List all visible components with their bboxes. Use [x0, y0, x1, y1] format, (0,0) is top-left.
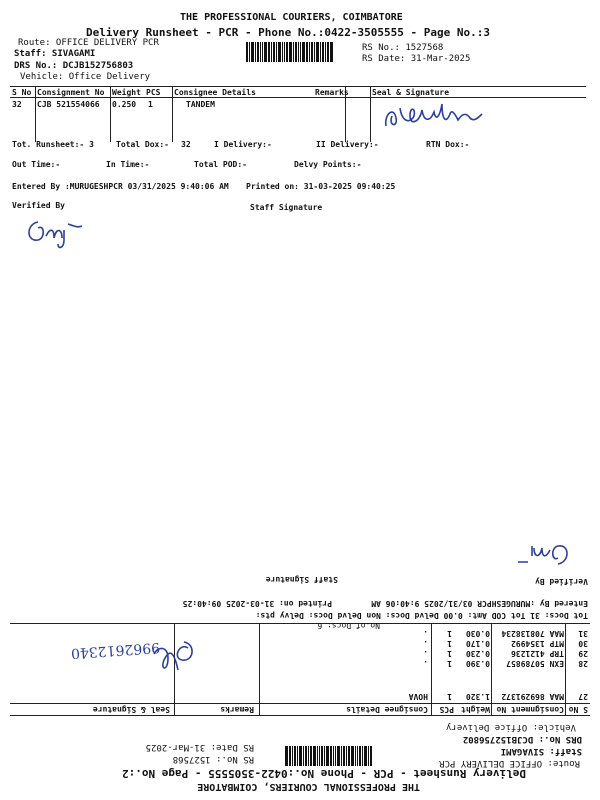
row-consignee: HOVA — [408, 692, 428, 701]
row-consignee: . — [423, 629, 428, 638]
verified-by: Verified By — [535, 577, 588, 586]
row-weight: 0.170 — [465, 639, 490, 648]
drs-number: DRS No.: DCJB152756803 — [14, 61, 134, 71]
route-label: Route: OFFICE DELIVERY PCR — [439, 758, 580, 768]
row-sno: 28 — [578, 659, 588, 668]
in-time: In Time:- — [106, 160, 150, 169]
row-pcs: 1 — [447, 692, 452, 701]
row-pcs: 1 — [148, 100, 153, 109]
col-pcs: PCS — [146, 88, 161, 97]
staff-signature: Staff Signature — [265, 575, 338, 584]
row-sno: 27 — [578, 692, 588, 701]
row-weight: 0.250 — [112, 100, 137, 109]
summary-line: Tot Docs: 31 Tot COD Amt: 0.00 Delvd Docs: Non Delvd Docs: Delvy pts: — [255, 611, 588, 620]
delvy-points: Delvy Points:- — [294, 160, 362, 169]
printed-on: Printed on: 31-03-2025 09:40:25 — [246, 182, 396, 191]
barcode — [264, 746, 372, 766]
row-weight: 0.230 — [465, 649, 490, 658]
tot-runsheet: Tot. Runsheet:- 3 — [12, 140, 94, 149]
total-dox-label: Total Dox:- — [116, 140, 169, 149]
row-consignee: TANDEM — [186, 100, 215, 109]
row-pcs: 1 — [447, 639, 452, 648]
row-weight: 1.320 — [465, 692, 490, 701]
row-weight: 0.030 — [465, 629, 490, 638]
col-seal-signature: Seal & Signature — [372, 88, 450, 97]
col-consignment: Consignment No — [496, 705, 564, 714]
row-weight: 0.390 — [465, 659, 490, 668]
vehicle-label: Vehicle: Office Delivery — [445, 722, 576, 732]
row-consignee: . — [423, 639, 428, 648]
total-pod: Total POD:- — [194, 160, 247, 169]
row-consignment: TRP 4121236 — [511, 649, 564, 658]
row-consignment: MTP 1354992 — [511, 639, 564, 648]
i-delivery: I Delivery:- — [214, 140, 272, 149]
rtn-dox: RTN Dox:- — [426, 140, 470, 149]
col-remarks: Remarks — [315, 88, 349, 97]
route-label: Route: OFFICE DELIVERY PCR — [18, 38, 159, 48]
row-sno: 32 — [12, 100, 22, 109]
row-sno: 31 — [578, 629, 588, 638]
row-consignment: CJB 521554066 — [37, 100, 100, 109]
runsheet-subtitle: Delivery Runsheet - PCR - Phone No.:0422-3505555 - Page No.:3 — [86, 26, 490, 39]
row-pcs: 1 — [447, 659, 452, 668]
row-consignment: MAA 869291372 — [501, 692, 564, 701]
vehicle-label: Vehicle: Office Delivery — [20, 72, 151, 82]
row-pcs: 1 — [447, 629, 452, 638]
col-weight: Weight — [461, 705, 490, 714]
col-seal-signature: Seal & Signature — [92, 705, 170, 714]
out-time: Out Time:- — [12, 160, 61, 169]
row-pcs: 1 — [447, 649, 452, 658]
row-consignment: MAA 708138234 — [501, 629, 564, 638]
printed-on: Printed on: 31-03-2025 09:40:25 — [182, 599, 332, 608]
company-title: THE PROFESSIONAL COURIERS, COIMBATORE — [197, 781, 420, 792]
row-consignee: . — [423, 659, 428, 668]
col-sno: S No — [12, 88, 32, 97]
rs-date: RS Date: 31-Mar-2025 — [362, 54, 471, 64]
col-consignment: Consignment No — [37, 88, 105, 97]
row-sno: 29 — [578, 649, 588, 658]
col-weight: Weight — [112, 88, 141, 97]
staff-signature: Staff Signature — [250, 203, 323, 212]
col-sno: S No — [568, 705, 588, 714]
row-consignee: . — [423, 649, 428, 658]
row-sno: 30 — [578, 639, 588, 648]
entered-by: Entered By :MURUGESHPCR 03/31/2025 9:40:06 AM — [12, 182, 229, 191]
drs-number: DRS No.: DCJB152756802 — [462, 734, 582, 744]
verified-by: Verified By — [12, 201, 65, 210]
row-consignment: EXN 50789857 — [506, 659, 564, 668]
col-remarks: Remarks — [220, 705, 254, 714]
ii-delivery: II Delivery:- — [316, 140, 379, 149]
entered-by: Entered By :MURUGESHPCR 03/31/2025 9:40:06 AM — [371, 599, 588, 608]
verifier-signature — [512, 532, 572, 572]
runsheet-subtitle: Delivery Runsheet - PCR - Phone No.:0422-3505555 - Page No.:2 — [122, 767, 526, 780]
rs-number: RS No.: 1527568 — [172, 754, 254, 764]
rs-date: RS Date: 31-Mar-2025 — [145, 742, 254, 752]
rs-number: RS No.: 1527568 — [362, 43, 444, 53]
total-dox-value: 32 — [181, 140, 191, 149]
no-of-docs: No.of Docs: 6 — [317, 621, 380, 630]
col-consignee: Consignee Details — [346, 705, 428, 714]
staff-label: Staff: SIVAGAMI — [14, 49, 96, 59]
col-consignee: Consignee Details — [174, 88, 256, 97]
col-pcs: PCS — [439, 705, 454, 714]
staff-label: Staff: SIVAGAMI — [500, 746, 582, 756]
handwritten-phone: 9962612340 — [70, 638, 161, 662]
company-title: THE PROFESSIONAL COURIERS, COIMBATORE — [180, 12, 403, 23]
